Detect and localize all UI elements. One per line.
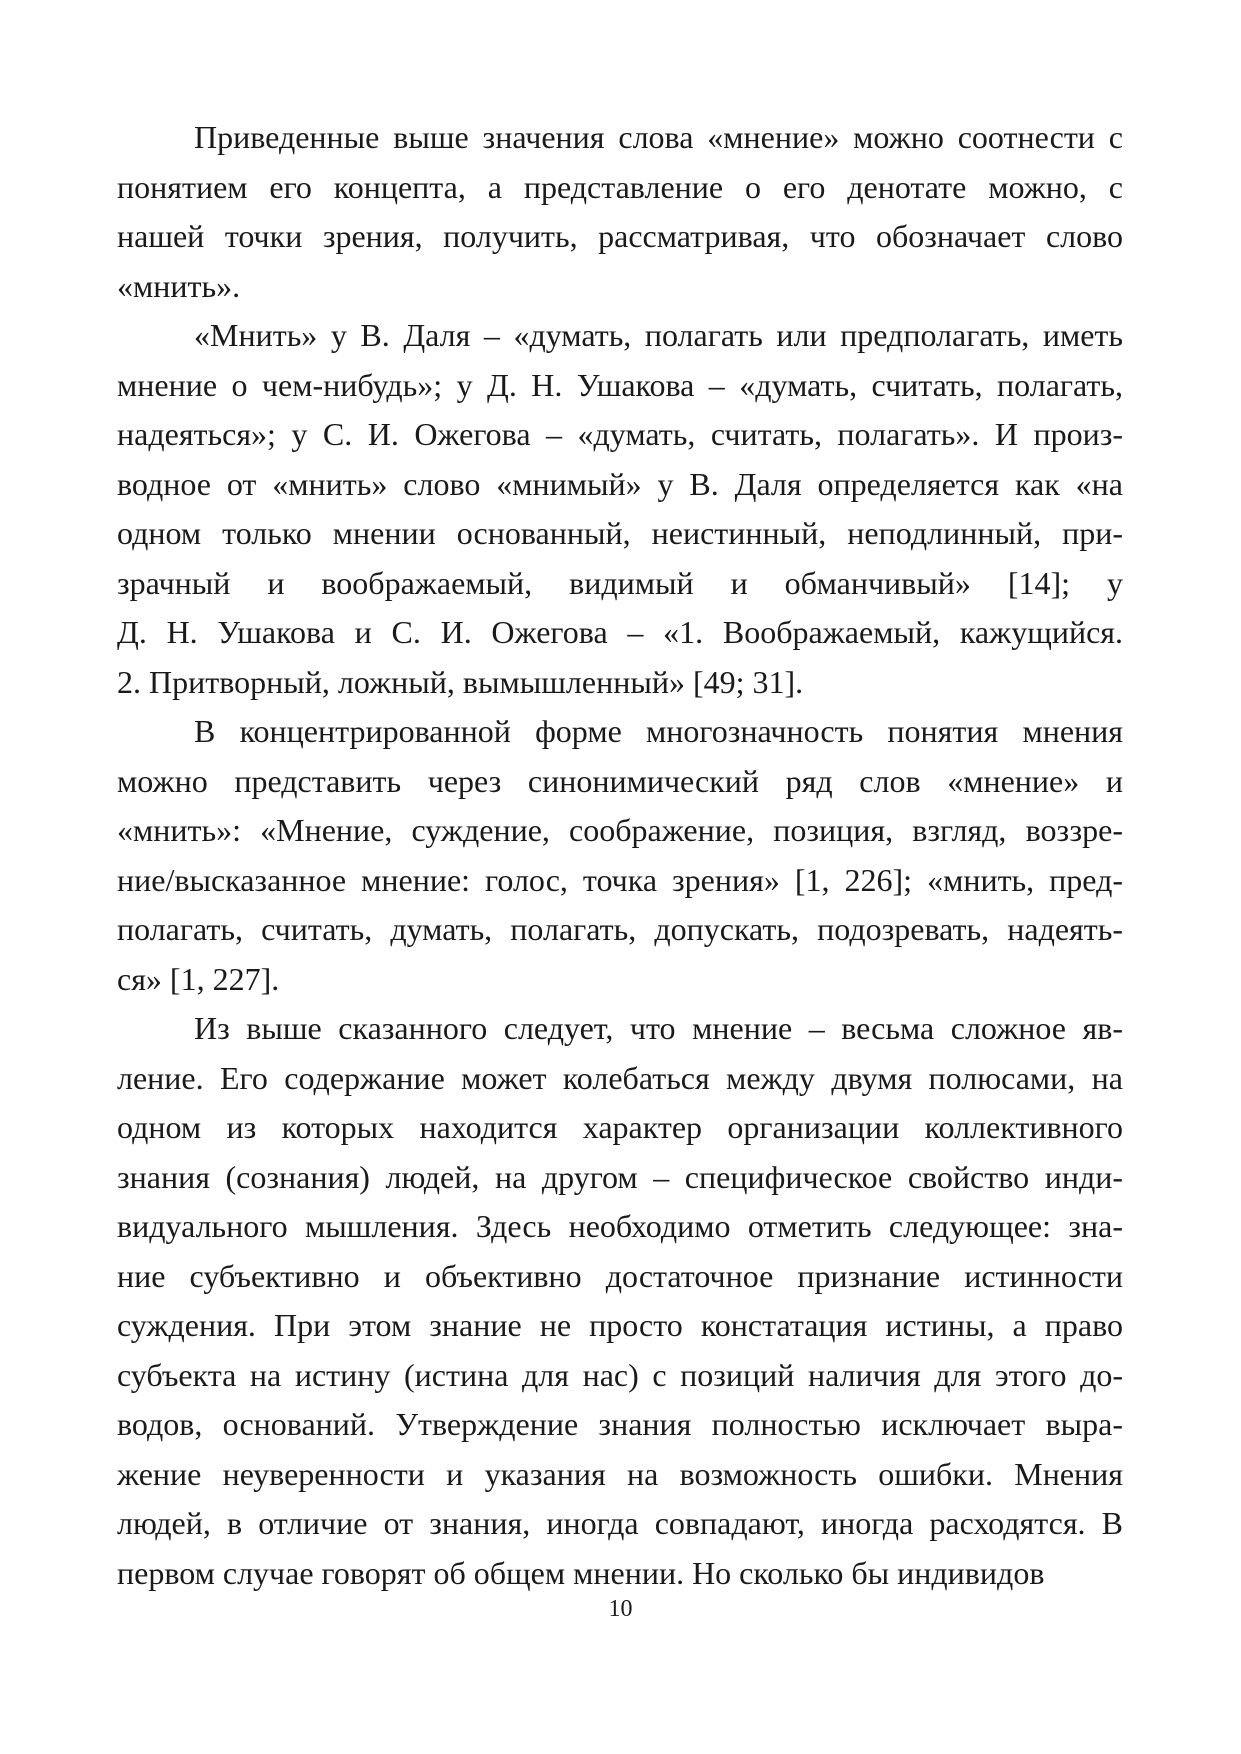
paragraph [117,311,1123,707]
text-line: ся» [1, 227]. [117,960,280,997]
text-line: водов, оснований. Утверждение знания полностью исключает выра- [117,1406,1123,1442]
text-line: субъекта на истину (истина для нас) с позиций наличия для этого до- [117,1356,1123,1393]
text-line: «мнить»: «Мнение, суждение, соображение, позиция, взгляд, воззре- [117,812,1123,848]
text-line: зрачный и воображаемый, видимый и обманчивый» [14]; у [117,564,1123,601]
text-line: В концентрированной форме многозначность понятия мнения [194,713,1123,749]
text-line: одном из которых находится характер организации коллективного [117,1109,1123,1145]
text-line: можно представить через синонимический ряд слов «мнение» и [117,762,1123,799]
text-line: ние субъективно и объективно достаточное признание истинности [117,1257,1123,1294]
text-line: ние/высказанное мнение: голос, точка зрения» [1, 226]; «мнить, пред- [117,861,1123,898]
text-line: суждения. При этом знание не просто констатация истины, а право [117,1307,1123,1343]
paragraph [117,113,1123,311]
text-line: жение неуверенности и указания на возможность ошибки. Мнения [117,1455,1123,1492]
text-line: полагать, считать, думать, полагать, допускать, подозревать, надеять- [117,911,1123,947]
text-line: видуального мышления. Здесь необходимо отметить следующее: зна- [117,1208,1123,1244]
text-line: знания (сознания) людей, на другом – специфическое свойство инди- [117,1158,1123,1195]
text-line: понятием его концепта, а представление о его денотате можно, с [117,168,1123,205]
paragraph [117,1004,1123,1598]
text-line: людей, в отличие от знания, иногда совпадают, иногда расходятся. В [117,1505,1123,1541]
text-line: нашей точки зрения, получить, рассматривая, что обозначает слово [117,218,1123,254]
text-line: ление. Его содержание может колебаться между двумя полюсами, на [117,1059,1123,1096]
text-line: Приведенные выше значения слова «мнение» можно соотнести с [194,119,1123,155]
text-line: мнение о чем-нибудь»; у Д. Н. Ушакова – «думать, считать, полагать, [117,366,1123,403]
text-line: 2. Притворный, ложный, вымышленный» [49; 31]. [117,663,804,700]
text-line: «мнить». [117,267,241,304]
text-line: одном только мнении основанный, неистинный, неподлинный, при- [117,515,1123,551]
paragraph [117,707,1123,1004]
text-line: первом случае говорят об общем мнении. Но сколько бы индивидов [117,1554,1045,1591]
text-line: водное от «мнить» слово «мнимый» у В. Даля определяется как «на [117,465,1123,502]
text-line: Из выше сказанного следует, что мнение – весьма сложное яв- [194,1010,1123,1046]
page-number: 10 [608,1596,633,1622]
text-line: Д. Н. Ушакова и С. И. Ожегова – «1. Воображаемый, кажущийся. [117,614,1123,650]
text-line: надеяться»; у С. И. Ожегова – «думать, считать, полагать». И произ- [117,416,1123,452]
body-text [117,113,1123,1598]
text-line: «Мнить» у В. Даля – «думать, полагать или предполагать, иметь [194,317,1123,353]
